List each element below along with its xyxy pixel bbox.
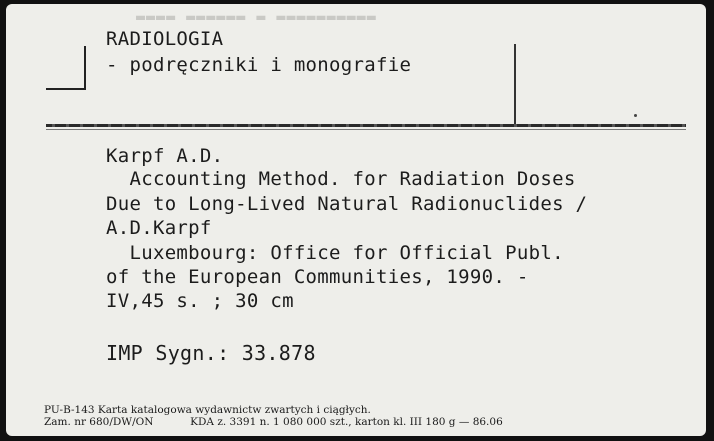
catalog-card xyxy=(6,4,706,436)
corner-mark-horizontal xyxy=(46,88,86,90)
entry-imprint-line-1: Luxembourg: Office for Official Publ. xyxy=(106,242,564,264)
footer-print-line: Zam. nr 680/DW/ON KDA z. 3391 n. 1 080 000 szt., karton kl. III 180 g — 86.06 xyxy=(44,416,503,428)
call-number: IMP Sygn.: 33.878 xyxy=(106,341,316,365)
bleed-through-text: ▬▬▬▬ ▬▬▬▬▬▬ ▬ ▬▬▬▬▬▬▬▬▬▬ xyxy=(136,10,377,28)
vertical-divider xyxy=(514,44,516,124)
entry-title-line-3: A.D.Karpf xyxy=(106,217,212,239)
corner-mark-vertical xyxy=(84,46,86,90)
footer-form-line: PU-B-143 Karta katalogowa wydawnictw zwartych i ciągłych. xyxy=(44,404,371,416)
entry-author: Karpf A.D. xyxy=(106,145,224,167)
subject-subheading: - podręczniki i monografie xyxy=(106,54,412,76)
horizontal-divider xyxy=(46,124,686,127)
ink-dot xyxy=(634,114,637,117)
entry-imprint-line-3: IV,45 s. ; 30 cm xyxy=(106,290,294,312)
subject-heading: RADIOLOGIA xyxy=(106,28,224,50)
horizontal-divider-shadow xyxy=(46,129,686,130)
entry-title-line-2: Due to Long-Lived Natural Radionuclides / xyxy=(106,193,588,215)
entry-imprint-line-2: of the European Communities, 1990. - xyxy=(106,266,529,288)
entry-title-line-1: Accounting Method. for Radiation Doses xyxy=(106,168,576,190)
